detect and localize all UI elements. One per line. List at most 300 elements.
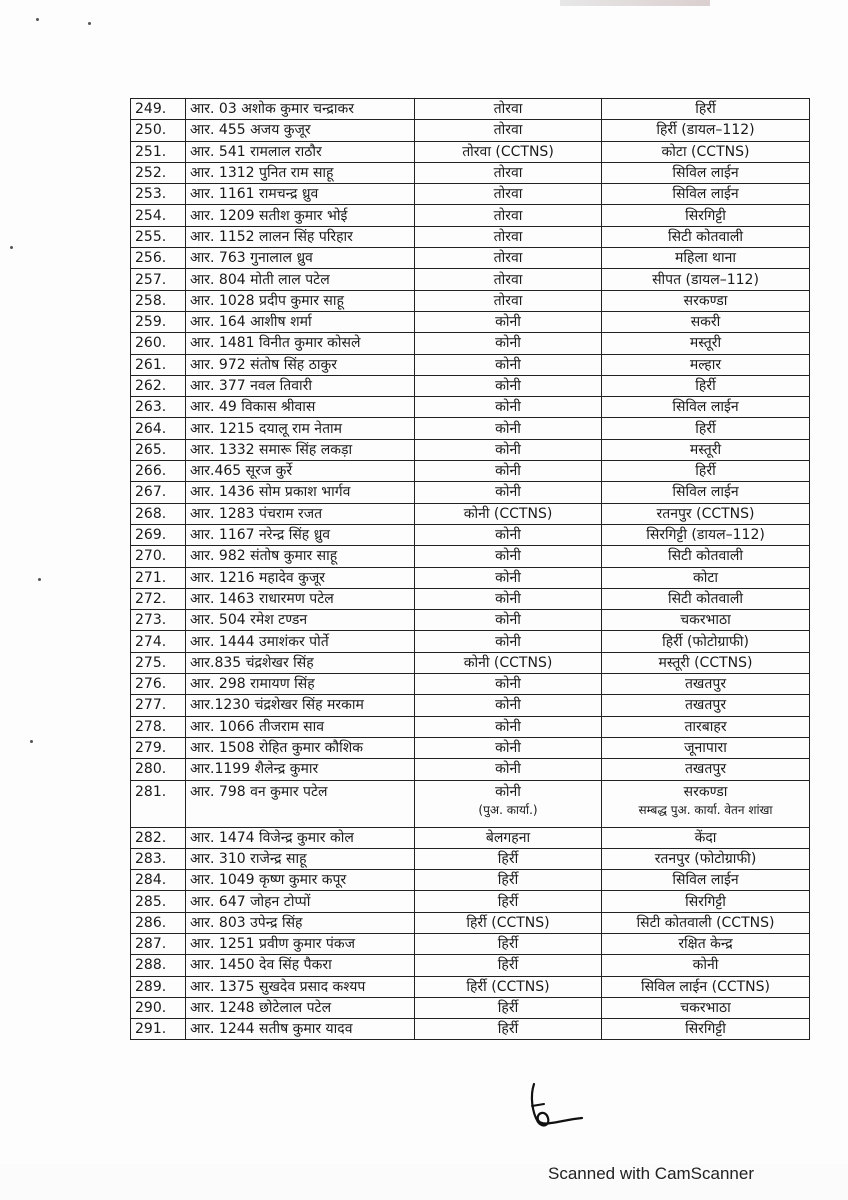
serial-number [131,524,186,545]
table-row [131,226,810,247]
to-station-text: सिटी कोतवाली [667,590,744,607]
employee-name-text: आर. 982 संतोष कुमार साहू [190,548,338,565]
from-station [415,162,602,183]
table-row [131,848,810,869]
from-station-text: तोरवा [493,271,523,288]
to-station-text: मल्हार [689,356,722,373]
transfer-list-body [131,99,810,1040]
table-row [131,891,810,912]
serial-number-text: 258. [135,292,167,309]
to-station-text: सिविल लाईन (CCTNS) [640,978,771,995]
to-station [602,248,810,269]
employee-name-text: आर.465 सूरज कुर्रे [190,463,293,480]
employee-name [186,780,415,827]
employee-name-text: आर. 1215 दयालू राम नेताम [190,420,343,437]
table-row [131,912,810,933]
table-row [131,333,810,354]
to-station [602,461,810,482]
from-station [415,482,602,503]
from-station-text: कोनी [495,590,521,607]
from-station [415,120,602,141]
from-station [415,997,602,1018]
serial-number-text: 286. [135,914,167,931]
table-row [131,482,810,503]
from-station-text: कोनी [495,441,521,458]
from-station-text: कोनी [495,548,521,565]
from-station-text: कोनी (CCTNS) [463,654,553,671]
serial-number-text: 252. [135,165,167,182]
from-station-text: कोनी [495,484,521,501]
from-station-text: कोनी [495,569,521,586]
employee-name [186,120,415,141]
from-station-text: हिर्री [497,936,519,953]
table-row [131,567,810,588]
to-station [602,588,810,609]
from-station-text: कोनी [495,612,521,629]
from-station [415,912,602,933]
from-station-text: तोरवा [493,122,523,139]
to-station [602,997,810,1018]
employee-name [186,674,415,695]
to-station-note: सम्बद्ध पुअ. कार्या. वेतन शांखा [638,802,773,817]
to-station-text: सरकण्डा [683,292,728,309]
to-station-text: कोनी [692,957,719,974]
from-station-text: तोरवा [493,165,523,182]
employee-name [186,226,415,247]
to-station-text: चकरभाठा [680,612,731,629]
employee-name-text: आर. 1152 लालन सिंह परिहार [190,228,353,245]
employee-name-text: आर. 1167 नरेन्द्र सिंह ध्रुव [190,527,331,544]
table-row [131,955,810,976]
to-station-text: कोटा [692,569,719,586]
to-station [602,716,810,737]
table-row [131,311,810,332]
serial-number [131,311,186,332]
to-station-text: जूनापारा [684,740,727,757]
to-station [602,354,810,375]
employee-name-text: आर. 1209 सतीश कुमार भोई [190,207,348,224]
scanner-watermark: Scanned with CamScanner [548,1164,755,1183]
serial-number-text: 272. [135,590,167,607]
from-station-text: बेलगहना [485,829,531,846]
employee-name [186,482,415,503]
serial-number [131,354,186,375]
serial-number [131,1019,186,1040]
from-station [415,780,602,827]
table-row [131,375,810,396]
table-row [131,397,810,418]
from-station-text: हिर्री (CCTNS) [466,914,550,931]
serial-number-text: 269. [135,527,167,544]
table-row [131,524,810,545]
to-station [602,397,810,418]
employee-name [186,99,415,120]
employee-name [186,912,415,933]
to-station-text: हिर्री [695,101,716,118]
to-station-text: सिरगिट्टी [685,207,726,224]
to-station [602,848,810,869]
serial-number [131,333,186,354]
from-station [415,503,602,524]
from-station [415,976,602,997]
serial-number [131,418,186,439]
employee-name-text: आर. 1028 प्रदीप कुमार साहू [190,292,344,309]
to-station-text: सिविल लाईन [672,872,739,889]
employee-name-text: आर. 310 राजेन्द्र साहू [190,850,307,867]
serial-number [131,205,186,226]
employee-name-text: आर. 1066 तीजराम साव [190,718,325,735]
serial-number-text: 265. [135,441,167,458]
employee-name-text: आर.835 चंद्रशेखर सिंह [190,654,314,671]
to-station [602,631,810,652]
serial-number [131,482,186,503]
serial-number [131,546,186,567]
serial-number [131,588,186,609]
employee-name [186,652,415,673]
serial-number [131,695,186,716]
scan-speck [36,18,39,21]
to-station [602,652,810,673]
to-station [602,737,810,758]
from-station-note: (पुअ. कार्या.) [478,802,538,817]
to-station [602,162,810,183]
employee-name [186,141,415,162]
serial-number [131,567,186,588]
table-row [131,354,810,375]
to-station-text: सकरी [690,314,721,331]
to-station-text: सिविल लाईन [672,165,739,182]
from-station [415,375,602,396]
serial-number-text: 263. [135,399,167,416]
employee-name [186,503,415,524]
employee-name [186,933,415,954]
serial-number [131,997,186,1018]
to-station-text: मस्तूरी [689,335,722,352]
from-station [415,397,602,418]
employee-name [186,205,415,226]
serial-number [131,891,186,912]
employee-name-text: आर. 647 जोहन टोप्पों [190,893,311,910]
from-station [415,184,602,205]
employee-name [186,311,415,332]
to-station-text: मस्तूरी [689,441,722,458]
from-station [415,716,602,737]
from-station-text: कोनी [495,676,521,693]
from-station [415,333,602,354]
serial-number-text: 260. [135,335,167,352]
to-station-text: कोटा (CCTNS) [661,143,750,160]
serial-number-text: 257. [135,271,167,288]
table-row [131,652,810,673]
signature [520,1076,600,1136]
serial-number-text: 282. [135,829,167,846]
to-station-text: हिर्री [695,463,716,480]
employee-name [186,955,415,976]
from-station-text: हिर्री [497,850,519,867]
to-station-text: तारबाहर [684,718,727,735]
scan-speck [38,578,41,581]
from-station-text: तोरवा [493,186,523,203]
serial-number [131,226,186,247]
employee-name-text: आर. 1216 महादेव कुजूर [190,569,325,586]
employee-name-text: आर. 804 मोती लाल पटेल [190,271,330,288]
serial-number [131,737,186,758]
table-row [131,976,810,997]
from-station-text: कोनी [495,420,521,437]
to-station-text: हिर्री (डायल–112) [656,122,755,139]
to-station [602,610,810,631]
to-station-text: चकरभाठा [680,1000,731,1017]
from-station [415,652,602,673]
to-station [602,891,810,912]
from-station [415,205,602,226]
from-station-text: कोनी [495,761,521,778]
to-station [602,205,810,226]
from-station-text: कोनी [495,356,521,373]
from-station-text: कोनी [495,527,521,544]
employee-name-text: आर.1199 शैलेन्द्र कुमार [190,761,319,778]
to-station-text: सिविल लाईन [672,186,739,203]
serial-number-text: 283. [135,850,167,867]
serial-number-text: 262. [135,378,167,394]
to-station [602,439,810,460]
employee-name [186,354,415,375]
table-row [131,933,810,954]
serial-number-text: 276. [135,676,167,693]
from-station [415,226,602,247]
to-station-text: रक्षित केन्द्र [678,936,733,953]
serial-number [131,652,186,673]
employee-name-text: आर. 1436 सोम प्रकाश भार्गव [190,484,351,501]
employee-name-text: आर. 1450 देव सिंह पैकरा [190,957,332,974]
serial-number [131,631,186,652]
to-station-text: सिविल लाईन [672,399,739,416]
to-station [602,1019,810,1040]
serial-number-text: 255. [135,228,167,245]
serial-number [131,99,186,120]
employee-name [186,631,415,652]
employee-name [186,737,415,758]
table-row [131,184,810,205]
serial-number-text: 284. [135,872,167,889]
table-row [131,546,810,567]
table-row [131,588,810,609]
employee-name [186,546,415,567]
from-station [415,546,602,567]
serial-number [131,248,186,269]
from-station [415,870,602,891]
to-station [602,524,810,545]
serial-number [131,955,186,976]
employee-name-text: आर. 1248 छोटेलाल पटेल [190,1000,332,1017]
to-station [602,333,810,354]
employee-name [186,1019,415,1040]
to-station-text: तखतपुर [684,676,727,693]
serial-number [131,976,186,997]
to-station [602,269,810,290]
serial-number [131,290,186,311]
table-row [131,99,810,120]
serial-number [131,375,186,396]
serial-number-text: 268. [135,505,167,522]
from-station-text: हिर्री [497,893,519,910]
to-station-text: सीपत (डायल–112) [652,271,759,288]
table-row [131,461,810,482]
scan-speck [88,22,91,25]
employee-name-text: आर. 1332 समारू सिंह लकड़ा [190,441,353,458]
employee-name [186,184,415,205]
serial-number-text: 275. [135,654,167,671]
from-station [415,524,602,545]
from-station-text: तोरवा [493,207,523,224]
to-station [602,226,810,247]
to-station [602,184,810,205]
from-station-text: कोनी [495,783,521,800]
to-station [602,780,810,827]
from-station-text: तोरवा [493,101,523,118]
employee-name-text: आर. 1508 रोहित कुमार कौशिक [190,740,364,757]
from-station-text: कोनी [495,335,521,352]
to-station [602,567,810,588]
from-station [415,631,602,652]
employee-name [186,162,415,183]
serial-number-text: 249. [135,101,167,118]
serial-number [131,184,186,205]
to-station-text: तखतपुर [684,697,727,714]
serial-number [131,503,186,524]
table-row [131,870,810,891]
to-station [602,290,810,311]
to-station [602,674,810,695]
serial-number-text: 267. [135,484,167,501]
employee-name [186,976,415,997]
from-station [415,695,602,716]
table-row [131,737,810,758]
from-station [415,354,602,375]
to-station-text: महिला थाना [675,250,736,267]
serial-number-text: 266. [135,463,167,480]
serial-number-text: 273. [135,612,167,629]
from-station-text: हिर्री [497,872,519,889]
employee-name [186,461,415,482]
employee-name-text: आर. 298 रामायण सिंह [190,676,315,693]
from-station-text: कोनी [495,399,521,416]
employee-name-text: आर. 1375 सुखदेव प्रसाद कश्यप [190,978,366,995]
serial-number-text: 285. [135,893,167,910]
to-station [602,912,810,933]
serial-number-text: 254. [135,207,167,224]
employee-name-text: आर. 1049 कृष्ण कुमार कपूर [190,872,347,889]
from-station-text: कोनी [495,378,521,394]
table-row [131,120,810,141]
table-row [131,780,810,827]
serial-number [131,870,186,891]
employee-name-text: आर. 164 आशीष शर्मा [190,314,312,331]
from-station [415,567,602,588]
to-station-text: हिर्री [695,378,716,394]
from-station [415,269,602,290]
serial-number-text: 264. [135,420,167,437]
serial-number-text: 271. [135,569,167,586]
employee-name-text: आर. 1251 प्रवीण कुमार पंकज [190,936,355,953]
to-station [602,311,810,332]
to-station [602,503,810,524]
from-station [415,827,602,848]
serial-number [131,827,186,848]
to-station [602,870,810,891]
from-station [415,1019,602,1040]
to-station-text: सिरगिट्टी [685,1021,726,1038]
employee-name [186,848,415,869]
page-top-torn-edge [560,0,710,6]
to-station-text: सरकण्डा [683,783,728,800]
serial-number [131,674,186,695]
serial-number [131,120,186,141]
from-station [415,848,602,869]
table-row [131,290,810,311]
employee-name-text: आर. 377 नवल तिवारी [190,378,312,394]
serial-number-text: 290. [135,1000,167,1017]
serial-number-text: 250. [135,122,167,139]
to-station-text: सिटी कोतवाली [667,228,744,245]
to-station-text: रतनपुर (फोटोग्राफी) [654,850,757,867]
from-station-text: कोनी [495,314,521,331]
table-row [131,695,810,716]
table-row [131,141,810,162]
to-station-text: रतनपुर (CCTNS) [656,505,755,522]
employee-name-text: आर. 763 गुनालाल ध्रुव [190,250,313,267]
to-station-text: हिर्री [695,420,716,437]
from-station [415,290,602,311]
employee-name-text: आर. 1474 विजेन्द्र कुमार कोल [190,829,354,846]
to-station-text: सिटी कोतवाली [667,548,744,565]
to-station [602,482,810,503]
employee-name-text: आर. 1244 सतीष कुमार यादव [190,1021,353,1038]
table-row [131,162,810,183]
serial-number [131,461,186,482]
to-station-text: मस्तूरी (CCTNS) [658,654,753,671]
serial-number [131,141,186,162]
table-row [131,439,810,460]
to-station [602,375,810,396]
to-station-text: सिविल लाईन [672,484,739,501]
to-station-text: सिटी कोतवाली (CCTNS) [636,914,775,931]
to-station [602,976,810,997]
table-row [131,248,810,269]
serial-number-text: 261. [135,356,167,373]
employee-name-text: आर. 504 रमेश टण्डन [190,612,308,629]
from-station-text: हिर्री [497,1000,519,1017]
employee-name-text: आर. 1283 पंचराम रजत [190,505,323,522]
from-station-text: कोनी [495,718,521,735]
from-station [415,141,602,162]
employee-name [186,891,415,912]
serial-number-text: 270. [135,548,167,565]
table-row [131,759,810,780]
from-station-text: हिर्री [497,1021,519,1038]
employee-name [186,588,415,609]
from-station [415,610,602,631]
table-row [131,269,810,290]
from-station-text: कोनी (CCTNS) [463,505,553,522]
employee-name-text: आर. 1444 उमाशंकर पोर्ते [190,633,329,650]
to-station [602,546,810,567]
to-station [602,418,810,439]
from-station [415,439,602,460]
from-station [415,588,602,609]
serial-number [131,716,186,737]
employee-name [186,439,415,460]
